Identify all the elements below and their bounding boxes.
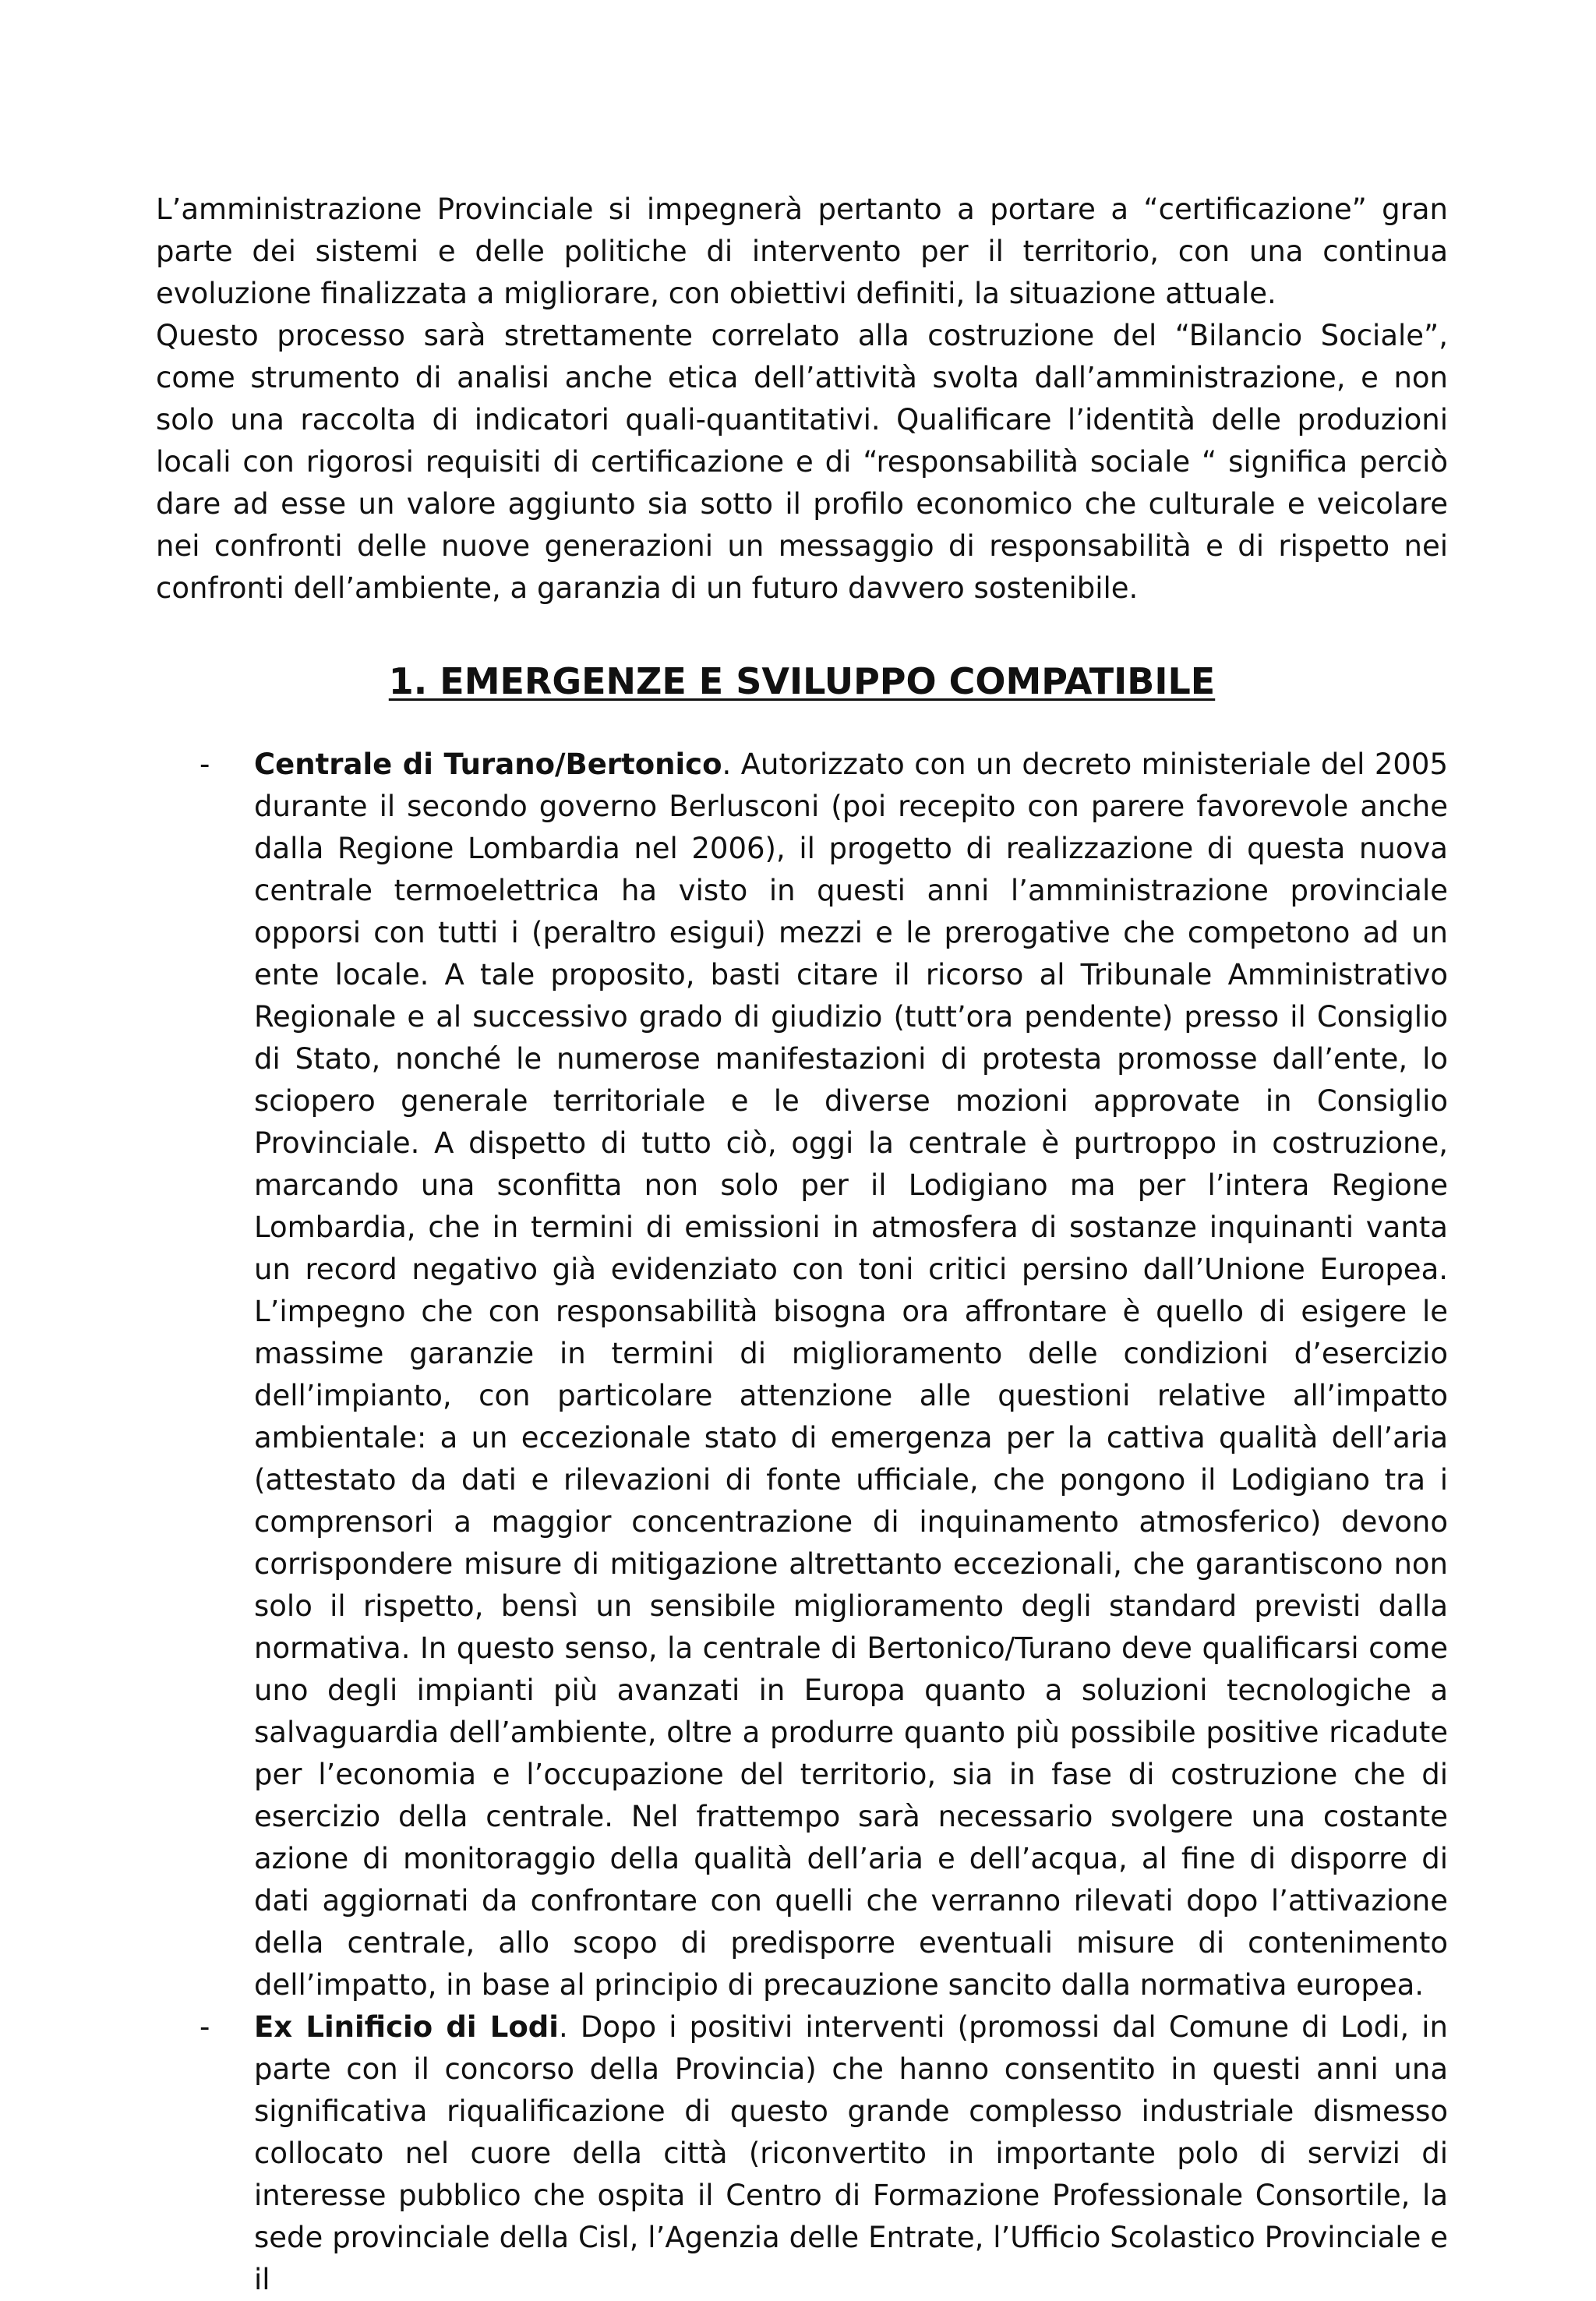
intro-paragraph-1: L’amministrazione Provinciale si impegnerà pertanto a portare a “certificazione” gran parte dei sistemi e delle politiche di intervento per il territorio, con una continua evoluzione finalizzata a migliorare, con obiettivi definiti, la situazione attuale. [156, 193, 1448, 310]
bullet-lead: Ex Linificio di Lodi [254, 2010, 559, 2044]
bullet-text: . Autorizzato con un decreto ministeriale del 2005 durante il secondo governo Berlusconi (poi recepito con parere favorevole anche dalla Regione Lombardia nel 2006), il progetto di realizzazione di questa nuova centrale termoelettrica ha visto in questi anni l’amministrazione provinciale opporsi con tutti i (peraltro esigui) mezzi e le prerogative che competono ad un ente locale. A tale proposito, basti citare il ricorso al Tribunale Amministrativo Regionale e al successivo grado di giudizio (tutt’ora pendente) presso il Consiglio di Stato, nonché le numerose manifestazioni di protesta promosse dall’ente, lo sciopero generale territoriale e le diverse mozioni approvate in Consiglio Provinciale. A dispetto di tutto ciò, oggi la centrale è purtroppo in costruzione, marcando una sconfitta non solo per il Lodigiano ma per l’intera Regione Lombardia, che in termini di emissioni in atmosfera di sostanze inquinanti vanta un record negativo già evidenziato con toni critici persino dall’Unione Europea. L’impegno che con responsabilità bisogna ora affrontare è quello di esigere le massime garanzie in termini di miglioramento delle condizioni d’esercizio dell’impianto, con particolare attenzione alle questioni relative all’impatto ambientale: a un eccezionale stato di emergenza per la cattiva qualità dell’aria (attestato da dati e rilevazioni di fonte ufficiale, che pongono il Lodigiano tra i comprensori a maggior concentrazione di inquinamento atmosferico) devono corrispondere misure di mitigazione altrettanto eccezionali, che garantiscono non solo il rispetto, bensì un sensibile miglioramento degli standard previsti dalla normativa. In questo senso, la centrale di Bertonico/Turano deve qualificarsi come uno degli impianti più avanzati in Europa quanto a soluzioni tecnologiche a salvaguardia dell’ambiente, oltre a produrre quanto più possibile positive ricadute per l’economia e l’occupazione del territorio, sia in fase di costruzione che di esercizio della centrale. Nel frattempo sarà necessario svolgere una costante azione di monitoraggio della qualità dell’aria e dell’acqua, al fine di disporre di dati aggiornati da confrontare con quelli che verranno rilevati dopo l’attivazione della centrale, allo scopo di predisporre eventuali misure di contenimento dell’impatto, in base al principio di precauzione sancito dalla normativa europea. [254, 748, 1448, 2002]
intro-paragraph-2: Questo processo sarà strettamente correlato alla costruzione del “Bilancio Sociale”, come strumento di analisi anche etica dell’attività svolta dall’amministrazione, e non solo una raccolta di indicatori quali-quantitativi. Qualificare l’identità delle produzioni locali con rigorosi requisiti di certificazione e di “responsabilità sociale “ significa perciò dare ad esse un valore aggiunto sia sotto il profilo economico che culturale e veicolare nei confronti delle nuove generazioni un messaggio di responsabilità e di rispetto nei confronti dell’ambiente, a garanzia di un futuro davvero sostenibile. [156, 319, 1448, 605]
bullet-item-centrale [156, 744, 1448, 2006]
bullet-lead: Centrale di Turano/Bertonico [254, 748, 722, 781]
bullet-item-linificio [156, 2006, 1448, 2301]
bullet-dash: - [200, 2010, 210, 2044]
bullet-text: . Dopo i positivi interventi (promossi dal Comune di Lodi, in parte con il concorso della Provincia) che hanno consentito in questi anni una significativa riqualificazione di questo grande complesso industriale dismesso collocato nel cuore della città (riconvertito in importante polo di servizi di interesse pubblico che ospita il Centro di Formazione Professionale Consortile, la sede provinciale della Cisl, l’Agenzia delle Entrate, l’Ufficio Scolastico Provinciale e il [254, 2010, 1449, 2296]
bullet-dash: - [200, 748, 210, 781]
bullet-list [156, 744, 1448, 2301]
section-heading: 1. EMERGENZE E SVILUPPO COMPATIBILE [388, 660, 1216, 702]
